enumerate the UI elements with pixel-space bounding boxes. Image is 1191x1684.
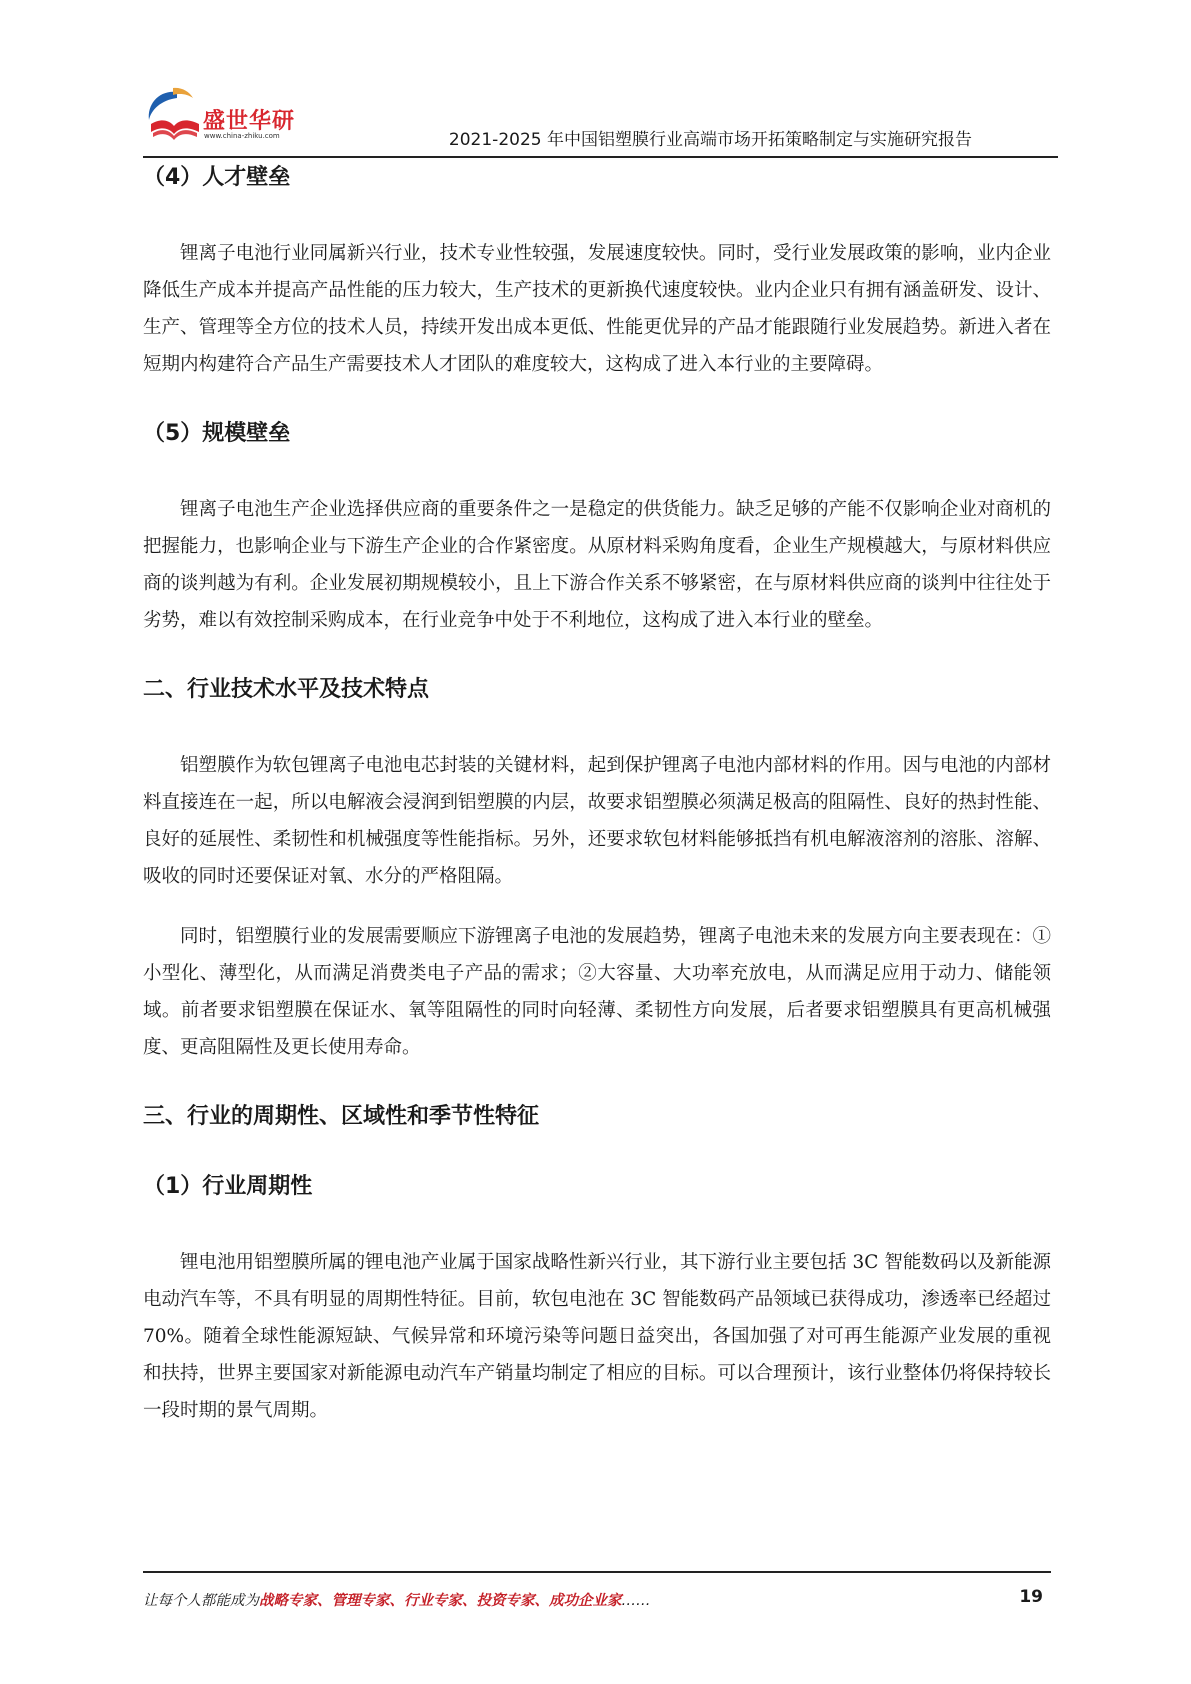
heading-scale-barrier: （5）规模壁垒 bbox=[143, 421, 291, 446]
page-footer bbox=[143, 1571, 1051, 1613]
paragraph-tech-level-2: 同时，铝塑膜行业的发展需要顺应下游锂离子电池的发展趋势，锂离子电池未来的发展方向主要表现在：①小型化、薄型化，从而满足消费类电子产品的需求；②大容量、大功率充放电，从而满足应用于动力、储能领域。前者要求铝塑膜在保证水、氧等阻隔性的同时向轻薄、柔韧性方向发展，后者要求铝塑膜具有更高机械强度、更高阻隔性及更长使用寿命。 bbox=[143, 926, 1051, 1058]
paragraph-talent-barrier: 锂离子电池行业同属新兴行业，技术专业性较强，发展速度较快。同时，受行业发展政策的影响，业内企业降低生产成本并提高产品性能的压力较大，生产技术的更新换代速度较快。业内企业只有拥有涵盖研发、设计、生产、管理等全方位的技术人员，持续开发出成本更低、性能更优异的产品才能跟随行业发展趋势。新进入者在短期内构建符合产品生产需要技术人才团队的难度较大，这构成了进入本行业的主要障碍。 bbox=[143, 243, 1051, 375]
slogan-suffix: …… bbox=[621, 1593, 651, 1609]
company-logo bbox=[143, 80, 313, 150]
slogan-highlight: 战略专家、管理专家、行业专家、投资专家、成功企业家 bbox=[259, 1593, 622, 1609]
page-number: 19 bbox=[1019, 1587, 1043, 1607]
paragraph-scale-barrier: 锂离子电池生产企业选择供应商的重要条件之一是稳定的供货能力。缺乏足够的产能不仅影响企业对商机的把握能力，也影响企业与下游生产企业的合作紧密度。从原材料采购角度看，企业生产规模越大，与原材料供应商的谈判越为有利。企业发展初期规模较小，且上下游合作关系不够紧密，在与原材料供应商的谈判中往往处于劣势，难以有效控制采购成本，在行业竞争中处于不利地位，这构成了进入本行业的壁垒。 bbox=[143, 499, 1051, 631]
paragraph-industry-cyclicality: 锂电池用铝塑膜所属的锂电池产业属于国家战略性新兴行业，其下游行业主要包括 3C 智能数码以及新能源电动汽车等，不具有明显的周期性特征。目前，软包电池在 3C 智能数码产品领域已获得成功，渗透率已经超过 70%。随着全球性能源短缺、气候异常和环境污染等问题日益突出，各国加强了对可再生能源产业发展的重视和扶持，世界主要国家对新能源电动汽车产销量均制定了相应的目标。可以合理预计，该行业整体仍将保持较长一段时期的景气周期。 bbox=[143, 1252, 1051, 1421]
footer-slogan bbox=[143, 1589, 651, 1610]
page-content bbox=[143, 163, 1051, 1429]
heading-talent-barrier: （4）人才壁垒 bbox=[143, 165, 291, 190]
heading-industry-cycle-features: 三、行业的周期性、区域性和季节性特征 bbox=[143, 1104, 540, 1129]
heading-industry-cyclicality: （1）行业周期性 bbox=[143, 1174, 313, 1199]
logo-brand-name: 盛世华研 bbox=[203, 109, 296, 134]
slogan-prefix: 让每个人都能成为 bbox=[143, 1593, 259, 1609]
logo-website-url: www.china-zhiku.com bbox=[204, 132, 280, 140]
page-header bbox=[143, 80, 1058, 158]
book-swoosh-logo-icon bbox=[143, 86, 205, 144]
report-title: 2021-2025 年中国铝塑膜行业高端市场开拓策略制定与实施研究报告 bbox=[448, 130, 972, 150]
paragraph-tech-level-1: 铝塑膜作为软包锂离子电池电芯封装的关键材料，起到保护锂离子电池内部材料的作用。因与电池的内部材料直接连在一起，所以电解液会浸润到铝塑膜的内层，故要求铝塑膜必须满足极高的阻隔性、良好的热封性能、良好的延展性、柔韧性和机械强度等性能指标。另外，还要求软包材料能够抵挡有机电解液溶剂的溶胀、溶解、吸收的同时还要保证对氧、水分的严格阻隔。 bbox=[143, 755, 1051, 887]
heading-tech-level: 二、行业技术水平及技术特点 bbox=[143, 677, 430, 702]
